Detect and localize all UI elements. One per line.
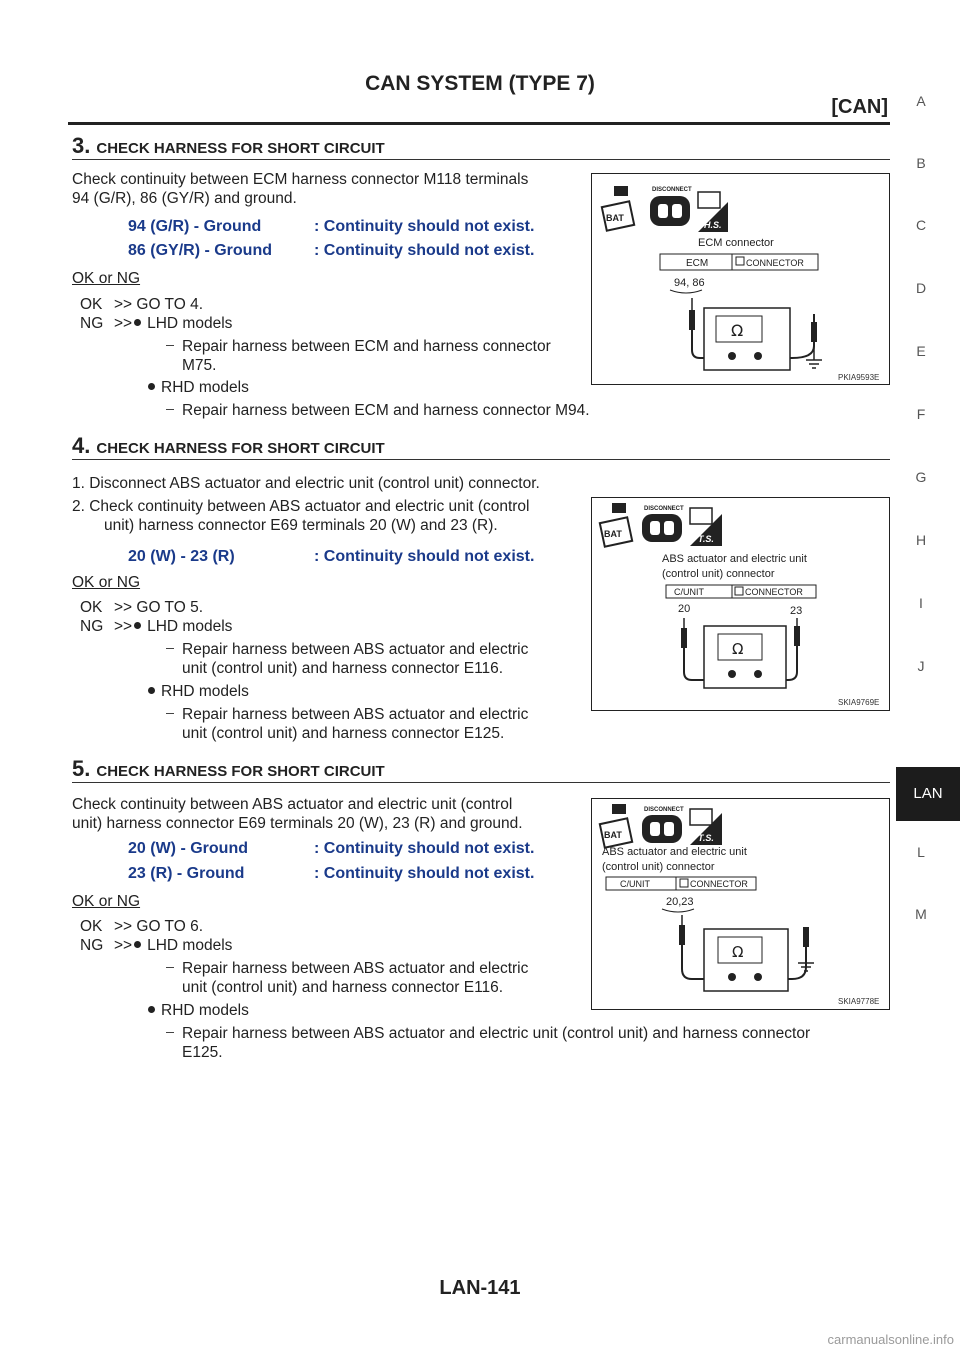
dash-icon: [166, 713, 174, 714]
repair-text-cont: E125.: [182, 1044, 223, 1061]
ok-label: OK: [80, 296, 103, 313]
svg-text:CONNECTOR: CONNECTOR: [690, 879, 748, 889]
svg-text:BAT: BAT: [606, 213, 624, 223]
step-5-instruction: [72, 795, 584, 833]
svg-text:BAT: BAT: [604, 830, 622, 840]
tester-icon: [690, 809, 722, 845]
step-4-item-1: 1. Disconnect ABS actuator and electric unit (control unit) connector.: [72, 475, 540, 492]
step-5-ok-result: [80, 917, 203, 936]
svg-text:CONNECTOR: CONNECTOR: [745, 587, 803, 597]
step-4-item-2-line-1: 2. Check continuity between ABS actuator and electric unit (control: [72, 498, 530, 515]
figure-abs-connector-20-23: [591, 497, 890, 711]
disconnect-connector-icon: [650, 196, 690, 226]
ng-arrow: >>: [114, 618, 133, 635]
terminal-label-a: 20: [678, 603, 691, 615]
svg-text:C/UNIT: C/UNIT: [674, 587, 704, 597]
step-5-heading: [72, 756, 890, 783]
spec-result: : Continuity should not exist.: [314, 242, 535, 259]
repair-text: Repair harness between ABS actuator and electric: [182, 641, 529, 658]
rhd-label: RHD models: [161, 379, 249, 396]
side-index-lan-active[interactable]: LAN: [896, 767, 960, 821]
lhd-label: LHD models: [147, 937, 233, 954]
step-4-heading: [72, 433, 890, 460]
repair-text-cont: unit (control unit) and harness connector E116.: [182, 660, 504, 677]
svg-text:T.S.: T.S.: [698, 833, 714, 843]
step-5-spec-2: [128, 865, 534, 883]
connector-title-1: ABS actuator and electric unit: [662, 553, 807, 565]
step-4-lhd-repair: [166, 640, 584, 678]
step-5-rhd: [146, 1001, 249, 1020]
step-3-title: CHECK HARNESS FOR SHORT CIRCUIT: [96, 140, 385, 157]
side-index-d[interactable]: D: [915, 280, 927, 296]
step-3-ng-result: [80, 314, 232, 333]
repair-text: Repair harness between ECM and harness connector M94.: [182, 402, 590, 419]
svg-text:C/UNIT: C/UNIT: [620, 879, 650, 889]
figure-code: PKIA9593E: [838, 373, 880, 382]
step-4-number: 4.: [72, 433, 91, 458]
step-5-ng-result: [80, 936, 232, 955]
step-4-ok-result: [80, 598, 203, 617]
side-index-j[interactable]: J: [917, 658, 925, 674]
repair-text: Repair harness between ABS actuator and electric: [182, 960, 529, 977]
side-index-f[interactable]: F: [916, 406, 926, 422]
dash-icon: [166, 409, 174, 410]
svg-text:Ω: Ω: [731, 321, 744, 340]
step-5-spec-1: [128, 840, 534, 858]
disconnect-connector-icon: [642, 514, 682, 542]
svg-text:Ω: Ω: [732, 640, 744, 658]
terminal-label: 20,23: [666, 896, 694, 908]
figure-abs-connector-ground: [591, 798, 890, 1010]
ok-action[interactable]: >> GO TO 6.: [114, 918, 204, 935]
battery-icon: [600, 503, 632, 547]
spec-term: 20 (W) - Ground: [128, 840, 248, 857]
repair-text: Repair harness between ECM and harness connector: [182, 338, 551, 355]
step-3-rhd-repair: [166, 401, 590, 420]
ohmmeter-icon: [679, 915, 814, 991]
rhd-label: RHD models: [161, 683, 249, 700]
connector-face: [660, 254, 818, 270]
ok-action[interactable]: >> GO TO 5.: [114, 599, 204, 616]
ok-action[interactable]: >> GO TO 4.: [114, 296, 204, 313]
lhd-label: LHD models: [147, 315, 233, 332]
bullet-icon: [148, 1006, 155, 1013]
ok-label: OK: [80, 918, 103, 935]
bullet-icon: [134, 622, 141, 629]
ng-label: NG: [80, 937, 104, 954]
svg-text:CONNECTOR: CONNECTOR: [746, 258, 804, 268]
step-3-instruction-line-1: Check continuity between ECM harness connector M118 terminals: [72, 171, 529, 188]
step-5-instruction-line-1: Check continuity between ABS actuator and electric unit (control: [72, 796, 513, 813]
repair-text-cont: M75.: [182, 357, 217, 374]
step-5-title: CHECK HARNESS FOR SHORT CIRCUIT: [96, 763, 385, 780]
spec-result: : Continuity should not exist.: [314, 218, 535, 235]
figure-code: SKIA9769E: [838, 698, 880, 707]
disconnect-connector-icon: [642, 815, 682, 843]
ng-label: NG: [80, 618, 104, 635]
repair-text-cont: unit (control unit) and harness connector E116.: [182, 979, 504, 996]
step-4-rhd: [146, 682, 249, 701]
disconnect-label: DISCONNECT: [644, 506, 684, 512]
battery-icon: [602, 186, 634, 231]
ohmmeter-icon: [681, 618, 800, 688]
spec-term: 94 (G/R) - Ground: [128, 218, 262, 235]
figure-ecm-connector: [591, 173, 890, 385]
repair-text-cont: unit (control unit) and harness connector E125.: [182, 725, 505, 742]
step-3-number: 3.: [72, 133, 91, 158]
disconnect-label: DISCONNECT: [644, 807, 684, 813]
side-index-i[interactable]: I: [919, 595, 923, 611]
lhd-label: LHD models: [147, 618, 233, 635]
dash-icon: [166, 345, 174, 346]
side-index-g[interactable]: G: [915, 469, 927, 485]
terminal-label: 94, 86: [674, 277, 705, 289]
tester-icon: [690, 508, 722, 546]
connector-title: ECM connector: [698, 237, 774, 249]
bullet-icon: [148, 687, 155, 694]
ng-arrow: >>: [114, 315, 133, 332]
header-rule: [68, 122, 890, 125]
step-4-spec-1: [128, 548, 534, 566]
rhd-label: RHD models: [161, 1002, 249, 1019]
step-3-ok-result: [80, 295, 203, 314]
connector-title-2: (control unit) connector: [602, 861, 715, 873]
dash-icon: [166, 1032, 174, 1033]
spec-result: : Continuity should not exist.: [314, 840, 535, 857]
svg-text:BAT: BAT: [604, 529, 622, 539]
connector-face: [606, 877, 756, 890]
page-header-title: CAN SYSTEM (TYPE 7): [365, 72, 595, 95]
ohmmeter-icon: [689, 298, 822, 370]
step-5-instruction-line-2: unit) harness connector E69 terminals 20 (W), 23 (R) and ground.: [72, 815, 523, 832]
step-5-lhd-repair: [166, 959, 584, 997]
connector-title-1: ABS actuator and electric unit: [602, 846, 747, 858]
bullet-icon: [134, 319, 141, 326]
spec-term: 86 (GY/R) - Ground: [128, 242, 272, 259]
step-3-heading: [72, 133, 890, 160]
harness-icon: [698, 192, 728, 232]
repair-text: Repair harness between ABS actuator and electric unit (control unit) and harness connector: [182, 1025, 811, 1042]
ok-label: OK: [80, 599, 103, 616]
step-5-rhd-repair: [166, 1024, 890, 1062]
svg-text:Ω: Ω: [732, 943, 744, 961]
connector-title-2: (control unit) connector: [662, 568, 775, 580]
step-3-rhd: [146, 378, 249, 397]
disconnect-label: DISCONNECT: [652, 187, 692, 193]
spec-term: 23 (R) - Ground: [128, 865, 245, 882]
step-4-item-2: [72, 497, 584, 535]
step-3-instruction: [72, 170, 584, 208]
step-3-lhd-repair: [166, 337, 584, 375]
spec-result: : Continuity should not exist.: [314, 548, 535, 565]
side-index-b[interactable]: B: [916, 155, 926, 171]
step-4-ng-result: [80, 617, 232, 636]
spec-result: : Continuity should not exist.: [314, 865, 535, 882]
connector-face: [666, 585, 816, 598]
bullet-icon: [148, 383, 155, 390]
section-tag: [CAN]: [831, 96, 888, 118]
step-3-spec-1: [128, 218, 534, 236]
step-5-ok-or-ng: OK or NG: [72, 893, 141, 910]
side-index-h[interactable]: H: [915, 532, 927, 548]
step-4-rhd-repair: [166, 705, 584, 743]
terminal-label-b: 23: [790, 605, 803, 617]
page-number: LAN-141: [439, 1277, 521, 1299]
step-3-spec-2: [128, 242, 534, 260]
figure-code: SKIA9778E: [838, 997, 880, 1006]
dash-icon: [166, 648, 174, 649]
ng-arrow: >>: [114, 937, 133, 954]
side-index-m[interactable]: M: [915, 906, 927, 922]
side-index-e[interactable]: E: [916, 343, 926, 359]
step-4-item-2-line-2: unit) harness connector E69 terminals 20 (W) and 23 (R).: [104, 517, 498, 534]
watermark: carmanualsonline.info: [827, 1332, 954, 1347]
battery-icon: [600, 804, 632, 848]
dash-icon: [166, 967, 174, 968]
side-index-a[interactable]: A: [916, 93, 926, 109]
side-index-l[interactable]: L: [917, 844, 925, 860]
step-4-ok-or-ng: OK or NG: [72, 574, 141, 591]
repair-text: Repair harness between ABS actuator and electric: [182, 706, 529, 723]
svg-text:ECM: ECM: [686, 258, 709, 269]
svg-text:H.S.: H.S.: [704, 220, 722, 230]
step-4-title: CHECK HARNESS FOR SHORT CIRCUIT: [96, 440, 385, 457]
ng-label: NG: [80, 315, 104, 332]
spec-term: 20 (W) - 23 (R): [128, 548, 235, 565]
step-3-instruction-line-2: 94 (G/R), 86 (GY/R) and ground.: [72, 190, 297, 207]
step-3-ok-or-ng: OK or NG: [72, 270, 141, 287]
bullet-icon: [134, 941, 141, 948]
svg-text:T.S.: T.S.: [698, 534, 714, 544]
step-5-number: 5.: [72, 756, 91, 781]
side-index-c[interactable]: C: [915, 217, 927, 233]
